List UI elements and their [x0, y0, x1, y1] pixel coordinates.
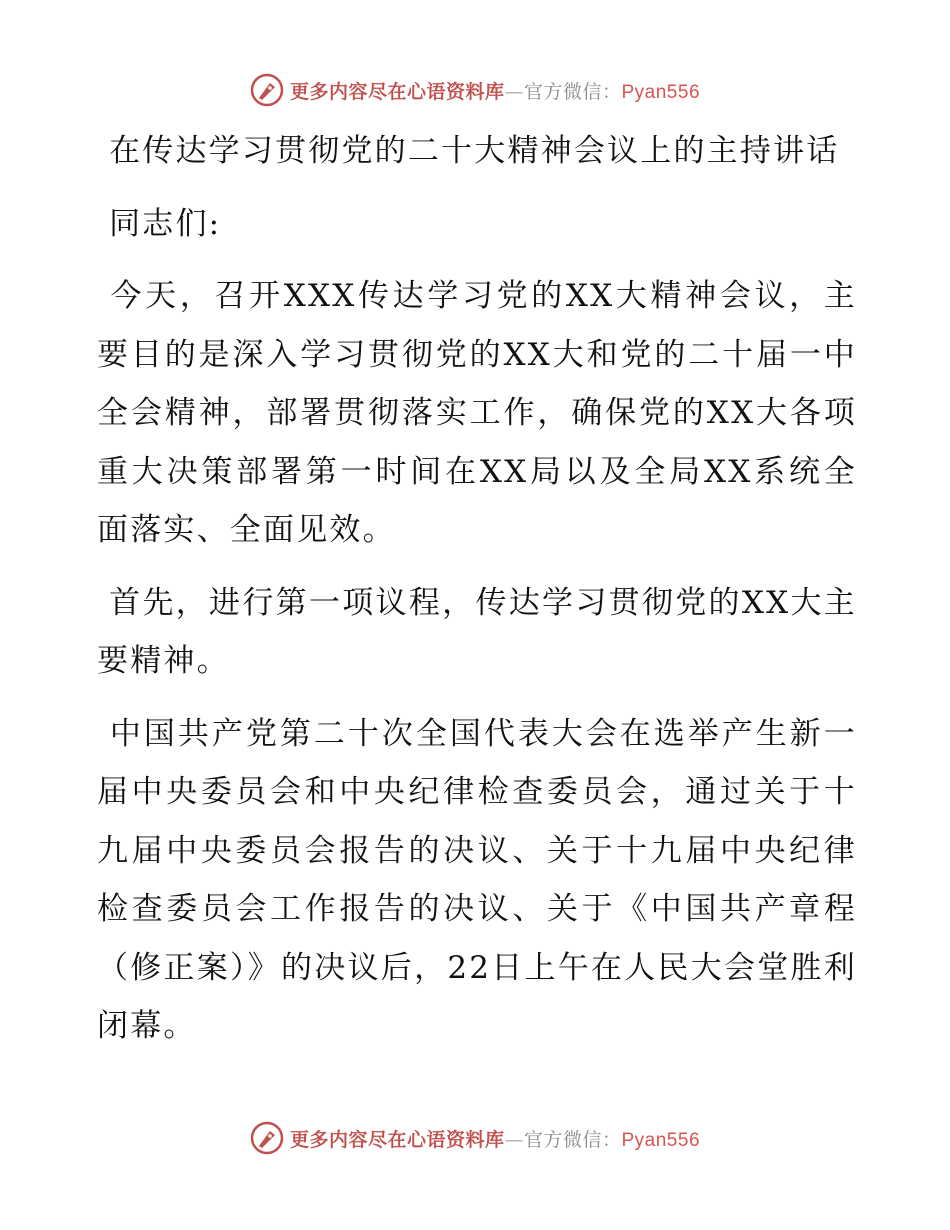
watermark-text [290, 77, 700, 104]
paragraph-congress: 中国共产党第二十次全国代表大会在选举产生新一届中央委员会和中央纪律检查委员会，通过关于十九届中央委员会报告的决议、关于十九届中央纪律检查委员会工作报告的决议、关于《中国共产章程（修正案）》的决议后，22日上午在人民大会堂胜利闭幕。 [97, 715, 857, 1044]
paragraph-intro: 今天，召开XXX传达学习党的XX大精神会议，主要目的是深入学习贯彻党的XX大和党的二十届一中全会精神，部署贯彻落实工作，确保党的XX大各项重大决策部署第一时间在XX局以及全局XX系统全面落实、全面见效。 [97, 278, 857, 548]
watermark-official: 官方微信： [523, 80, 622, 103]
document-body [97, 122, 857, 1056]
watermark-wechat-id: Pyan556 [621, 1129, 701, 1151]
watermark-main: 更多内容尽在心语资料库 [289, 1128, 505, 1151]
pen-nib-icon [250, 1121, 284, 1155]
paragraph-greeting: 同志们: [97, 205, 222, 242]
paragraph-agenda: 首先，进行第一项议程，传达学习贯彻党的XX大主要精神。 [97, 584, 857, 679]
pen-nib-icon [250, 73, 284, 107]
watermark-wechat-id: Pyan556 [621, 81, 701, 103]
footer-watermark [0, 1118, 950, 1158]
header-watermark [0, 70, 950, 110]
document-title: 在传达学习贯彻党的二十大精神会议上的主持讲话 [97, 133, 840, 169]
watermark-separator: — [504, 80, 524, 103]
watermark-official: 官方微信： [523, 1128, 622, 1151]
watermark-text [290, 1125, 700, 1152]
watermark-separator: — [504, 1128, 524, 1151]
watermark-main: 更多内容尽在心语资料库 [289, 80, 505, 103]
